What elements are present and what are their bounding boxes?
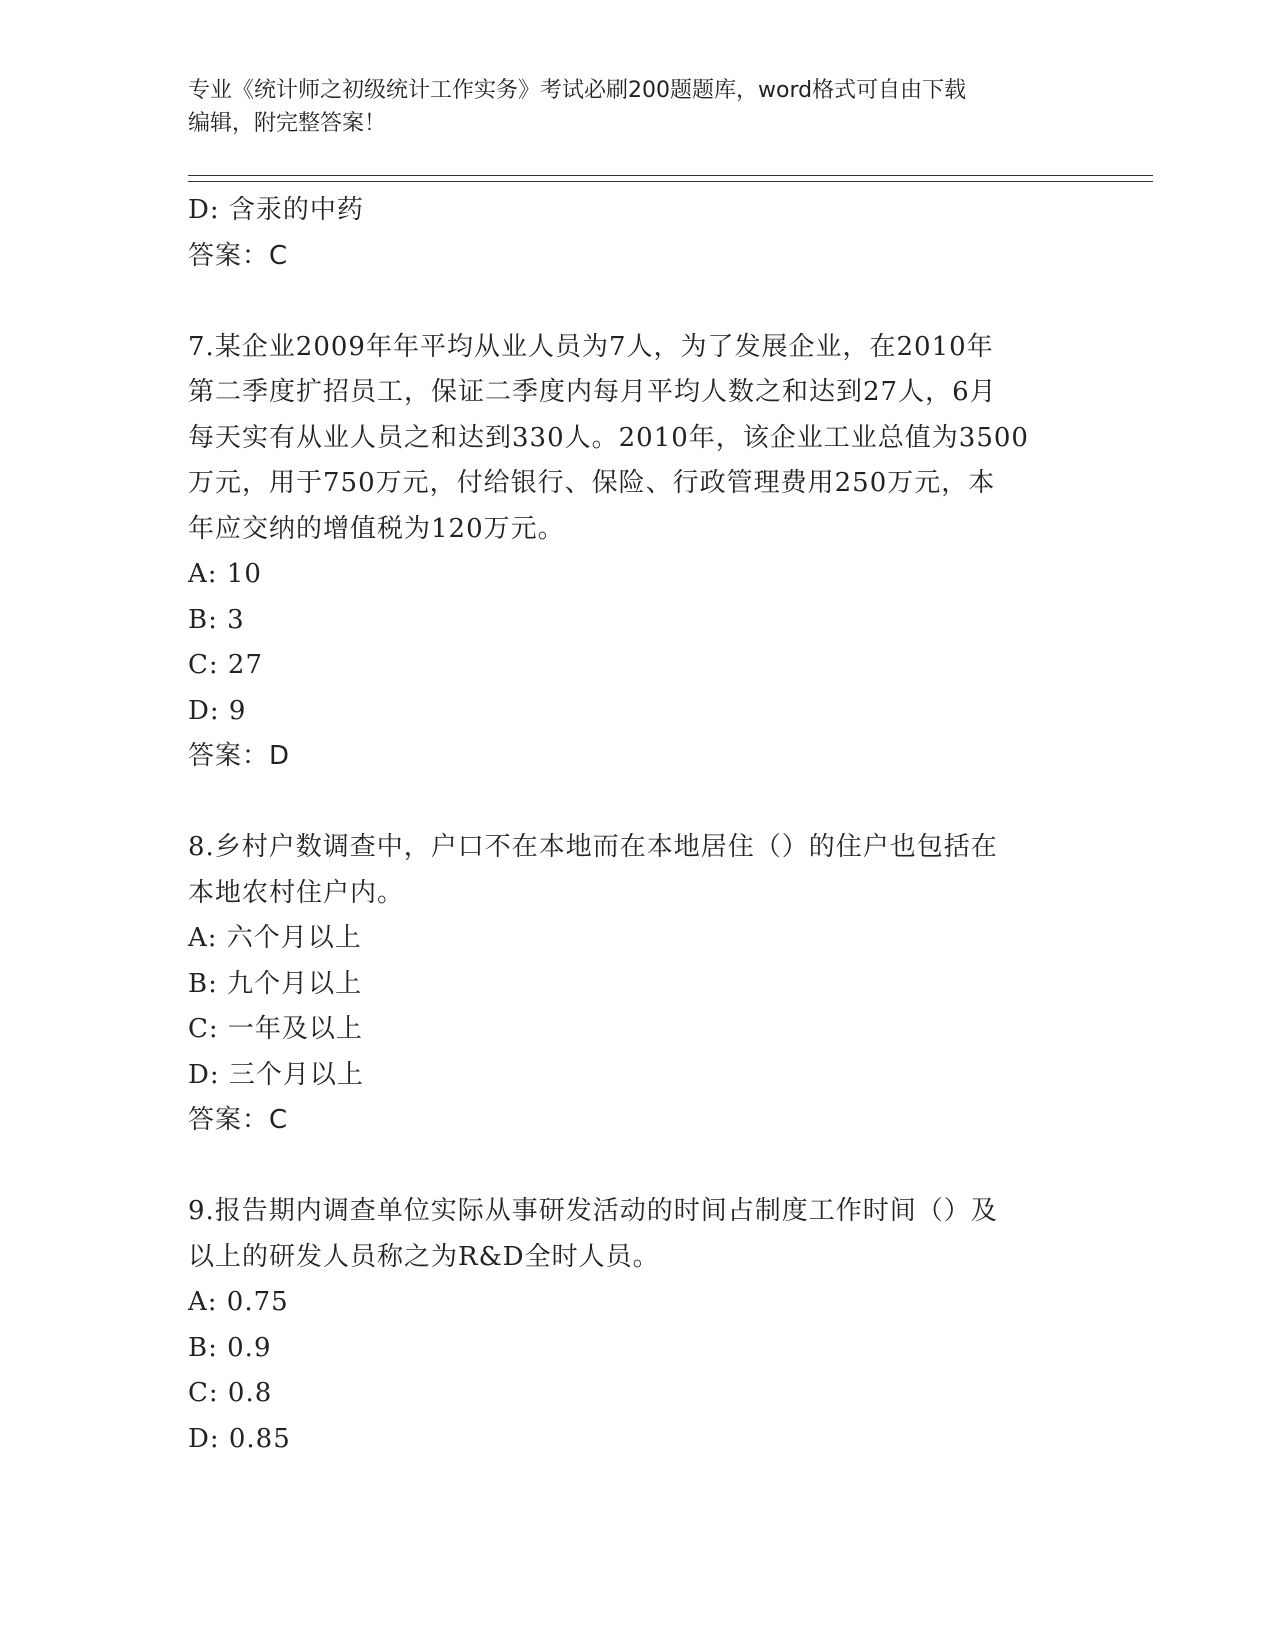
- question-9: [188, 1189, 1068, 1462]
- option-d: D: 0.85: [188, 1423, 291, 1454]
- answer-line: 答案：C: [188, 1105, 289, 1135]
- question-8: [188, 825, 1068, 1144]
- option-a: A: 10: [188, 559, 262, 589]
- option-c: C: 一年及以上: [188, 1014, 363, 1044]
- option-a: A: 六个月以上: [188, 923, 362, 953]
- option-d: D: 9: [188, 695, 247, 726]
- option-c: C: 0.8: [188, 1378, 273, 1408]
- option-d: D: 三个月以上: [188, 1059, 364, 1090]
- document-body: [188, 188, 1068, 1462]
- header-divider-bottom: [188, 181, 1153, 182]
- option-b: B: 3: [188, 604, 245, 635]
- header-title-line-2: 编辑，附完整答案！: [188, 111, 387, 136]
- question-stem-line: 每天实有从业人员之和达到330人。2010年，该企业工业总值为3500: [188, 422, 1029, 453]
- option-a: A: 0.75: [188, 1287, 289, 1317]
- option-b: B: 0.9: [188, 1332, 272, 1363]
- header-title-line-1: 专业《统计师之初级统计工作实务》考试必刷200题题库，word格式可自由下载: [188, 78, 967, 103]
- question-stem-line: 8.乡村户数调查中，户口不在本地而在本地居住（）的住户也包括在: [188, 832, 998, 862]
- question-stem-line: 第二季度扩招员工，保证二季度内每月平均人数之和达到27人，6月: [188, 377, 997, 407]
- question-7: [188, 325, 1068, 780]
- answer-line: 答案：C: [188, 240, 289, 271]
- question-stem-line: 本地农村住户内。: [188, 877, 405, 908]
- spacer: [188, 780, 1068, 826]
- question-stem-line: 7.某企业2009年年平均从业人员为7人，为了发展企业，在2010年: [188, 331, 994, 362]
- question-stem-line: 9.报告期内调查单位实际从事研发活动的时间占制度工作时间（）及: [188, 1196, 998, 1226]
- answer-line: 答案：D: [188, 741, 291, 771]
- spacer: [188, 1144, 1068, 1190]
- option-b: B: 九个月以上: [188, 968, 363, 999]
- header-divider-top: [188, 175, 1153, 176]
- question-stem-line: 以上的研发人员称之为R&D全时人员。: [188, 1241, 660, 1272]
- option-d: D: 含汞的中药: [188, 195, 364, 225]
- spacer: [188, 279, 1068, 325]
- document-header: [188, 74, 1068, 140]
- option-c: C: 27: [188, 650, 264, 680]
- question-stem-line: 万元，用于750万元，付给银行、保险、行政管理费用250万元，本: [188, 468, 996, 498]
- question-stem-line: 年应交纳的增值税为120万元。: [188, 513, 565, 544]
